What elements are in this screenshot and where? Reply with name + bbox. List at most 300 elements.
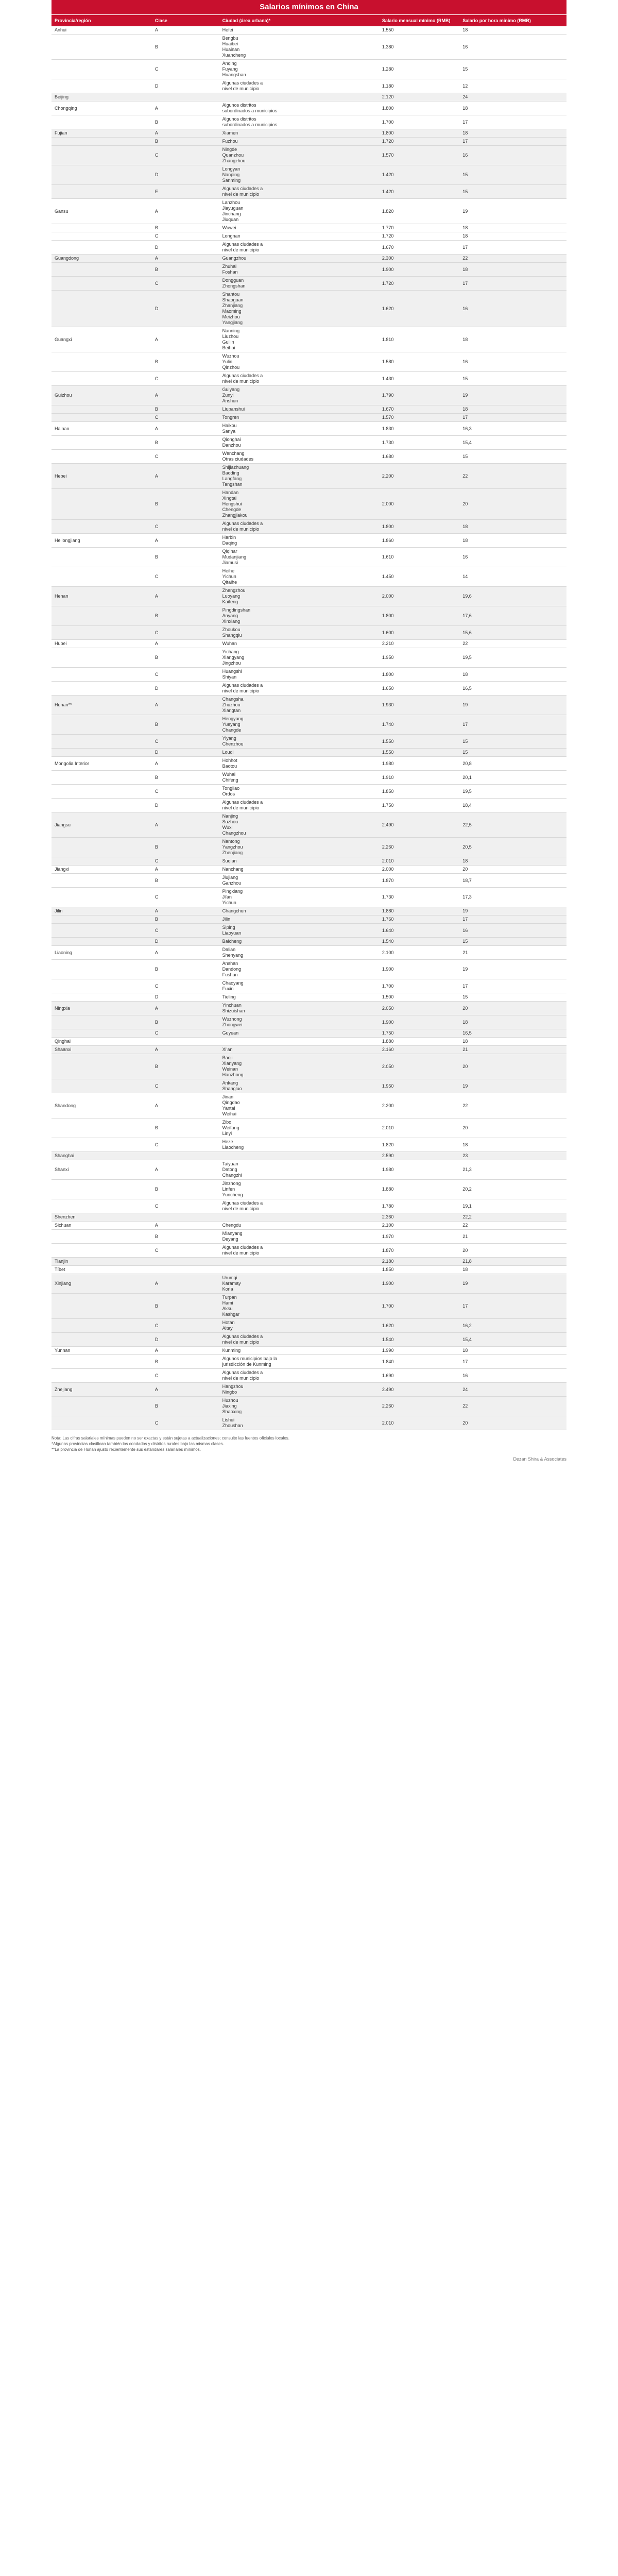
cell-hourly: 18	[459, 1266, 566, 1274]
table-row	[52, 1397, 566, 1416]
table-row	[52, 165, 566, 185]
cell-city: Algunas ciudades a nivel de municipio	[219, 185, 379, 199]
cell-city: Loudi	[219, 749, 379, 757]
cell-hourly: 19	[459, 960, 566, 979]
cell-city: Algunas ciudades a nivel de municipio	[219, 372, 379, 386]
cell-class: C	[152, 60, 219, 79]
cell-class: A	[152, 101, 219, 115]
header-hourly: Salario por hora mínimo (RMB)	[459, 15, 566, 27]
cell-province	[52, 352, 152, 372]
cell-monthly: 1.800	[379, 668, 459, 682]
table-row	[52, 199, 566, 224]
cell-class: C	[152, 520, 219, 534]
footnote: *Algunas provincias clasifican también los condados y distritos rurales bajo las mismas clases.	[52, 1442, 224, 1446]
cell-city: Qiqihar Mudanjiang Jiamusi	[219, 548, 379, 567]
cell-class: A	[152, 696, 219, 715]
cell-province	[52, 979, 152, 993]
cell-class: B	[152, 352, 219, 372]
table-row	[52, 129, 566, 138]
cell-class: B	[152, 1294, 219, 1319]
cell-city	[219, 1038, 379, 1046]
cell-city: Fuzhou	[219, 138, 379, 146]
cell-hourly: 16,2	[459, 1319, 566, 1333]
cell-city: Turpan Hami Aksu Kashgar	[219, 1294, 379, 1319]
table-row	[52, 946, 566, 960]
table-row	[52, 866, 566, 874]
table-row	[52, 1244, 566, 1258]
cell-monthly: 2.200	[379, 464, 459, 489]
table-row	[52, 1319, 566, 1333]
cell-province: Tianjin	[52, 1258, 152, 1266]
table-row	[52, 838, 566, 857]
cell-class: A	[152, 199, 219, 224]
table-row	[52, 626, 566, 640]
cell-city: Algunas ciudades a nivel de municipio	[219, 1199, 379, 1213]
cell-city: Algunas ciudades a nivel de municipio	[219, 682, 379, 696]
cell-city: Algunas ciudades a nivel de municipio	[219, 799, 379, 812]
table-row	[52, 224, 566, 232]
cell-city: Zhuhai Foshan	[219, 263, 379, 277]
cell-monthly: 1.720	[379, 232, 459, 241]
footnote: Nota: Las cifras salariales mínimas pueden no ser exactas y están sujetas a actualizaciones; consulte las fuentes oficiales locales.	[52, 1436, 290, 1440]
cell-class: B	[152, 1397, 219, 1416]
cell-hourly: 18,4	[459, 799, 566, 812]
cell-city: Wuzhong Zhongwei	[219, 1015, 379, 1029]
cell-city: Wuhan	[219, 640, 379, 648]
table-row	[52, 1213, 566, 1222]
cell-hourly: 17	[459, 115, 566, 129]
cell-province	[52, 165, 152, 185]
cell-province: Zhejiang	[52, 1383, 152, 1397]
cell-province	[52, 372, 152, 386]
header-monthly: Salario mensual mínimo (RMB)	[379, 15, 459, 27]
table-row	[52, 1029, 566, 1038]
cell-hourly: 16	[459, 352, 566, 372]
table-row	[52, 1266, 566, 1274]
cell-hourly: 15	[459, 735, 566, 749]
cell-province	[52, 567, 152, 587]
cell-class: B	[152, 1118, 219, 1138]
cell-class: C	[152, 1199, 219, 1213]
cell-monthly: 1.450	[379, 567, 459, 587]
table-title: Salarios mínimos en China	[52, 0, 566, 14]
header-city: Ciudad (área urbana)*	[219, 15, 379, 27]
cell-monthly: 1.570	[379, 414, 459, 422]
table-row	[52, 1222, 566, 1230]
cell-monthly: 1.810	[379, 327, 459, 352]
cell-hourly: 22	[459, 1397, 566, 1416]
cell-hourly: 15	[459, 60, 566, 79]
cell-class: D	[152, 938, 219, 946]
cell-province: Gansu	[52, 199, 152, 224]
cell-hourly: 15	[459, 372, 566, 386]
table-row	[52, 606, 566, 626]
footnotes	[52, 1430, 566, 1454]
cell-city: Wenchang Otras ciudades	[219, 450, 379, 464]
cell-hourly: 20	[459, 1244, 566, 1258]
cell-hourly: 19	[459, 1274, 566, 1294]
cell-city: Liupanshui	[219, 405, 379, 414]
cell-hourly: 18,7	[459, 874, 566, 888]
cell-class: A	[152, 26, 219, 35]
cell-city: Nanning Liuzhou Guilin Beihai	[219, 327, 379, 352]
cell-city: Guangzhou	[219, 255, 379, 263]
cell-monthly: 1.970	[379, 1230, 459, 1244]
cell-monthly: 1.990	[379, 1347, 459, 1355]
cell-monthly: 1.900	[379, 263, 459, 277]
cell-class: B	[152, 1355, 219, 1369]
cell-hourly: 16	[459, 35, 566, 60]
cell-monthly: 1.700	[379, 1294, 459, 1319]
cell-hourly: 19	[459, 907, 566, 916]
cell-hourly: 20	[459, 1118, 566, 1138]
cell-hourly: 18	[459, 26, 566, 35]
cell-class: C	[152, 1369, 219, 1383]
cell-city: Yichang Xiangyang Jingzhou	[219, 648, 379, 668]
table-row	[52, 1160, 566, 1180]
cell-class: A	[152, 422, 219, 436]
table-row	[52, 874, 566, 888]
cell-city: Zhengzhou Luoyang Kaifeng	[219, 587, 379, 606]
cell-hourly: 20,5	[459, 838, 566, 857]
table-row	[52, 799, 566, 812]
cell-hourly: 20	[459, 1002, 566, 1015]
cell-monthly: 2.490	[379, 812, 459, 838]
table-row	[52, 1118, 566, 1138]
cell-hourly: 23	[459, 1152, 566, 1160]
cell-province: Shaanxi	[52, 1046, 152, 1054]
cell-monthly: 1.670	[379, 405, 459, 414]
cell-hourly: 19,1	[459, 1199, 566, 1213]
cell-class: A	[152, 386, 219, 405]
table-row	[52, 138, 566, 146]
cell-monthly: 1.830	[379, 422, 459, 436]
cell-hourly: 17	[459, 1294, 566, 1319]
cell-class: B	[152, 548, 219, 567]
cell-hourly: 15	[459, 749, 566, 757]
cell-monthly: 1.670	[379, 241, 459, 255]
cell-province: Beijing	[52, 93, 152, 101]
cell-monthly: 2.360	[379, 1213, 459, 1222]
cell-hourly: 17	[459, 916, 566, 924]
cell-class: D	[152, 682, 219, 696]
table-row	[52, 1383, 566, 1397]
cell-province	[52, 115, 152, 129]
table-row	[52, 1002, 566, 1015]
cell-city: Hotan Altay	[219, 1319, 379, 1333]
cell-province	[52, 1118, 152, 1138]
cell-hourly: 18	[459, 1347, 566, 1355]
cell-hourly: 16,5	[459, 1029, 566, 1038]
cell-city: Wuzhou Yulin Qinzhou	[219, 352, 379, 372]
table-header-row	[52, 15, 566, 27]
cell-hourly: 24	[459, 93, 566, 101]
cell-hourly: 18	[459, 224, 566, 232]
cell-class: C	[152, 1079, 219, 1093]
cell-hourly: 15	[459, 993, 566, 1002]
cell-city: Guiyang Zunyi Anshun	[219, 386, 379, 405]
cell-hourly: 19	[459, 696, 566, 715]
cell-monthly: 2.300	[379, 255, 459, 263]
cell-monthly: 1.950	[379, 1079, 459, 1093]
table-row	[52, 422, 566, 436]
cell-city: Hefei	[219, 26, 379, 35]
cell-province: Jiangsu	[52, 812, 152, 838]
cell-hourly: 18	[459, 263, 566, 277]
cell-monthly: 1.570	[379, 146, 459, 165]
cell-province: Hunan**	[52, 696, 152, 715]
cell-city	[219, 93, 379, 101]
table-row	[52, 907, 566, 916]
table-row	[52, 414, 566, 422]
cell-city: Kunming	[219, 1347, 379, 1355]
cell-monthly: 2.000	[379, 489, 459, 520]
cell-monthly: 1.880	[379, 1180, 459, 1199]
cell-class	[152, 1213, 219, 1222]
table-row	[52, 785, 566, 799]
cell-province: Xinjiang	[52, 1274, 152, 1294]
cell-class: A	[152, 757, 219, 771]
cell-class: C	[152, 414, 219, 422]
cell-hourly: 22,2	[459, 1213, 566, 1222]
cell-class: B	[152, 1015, 219, 1029]
cell-city: Nantong Yangzhou Zhenjiang	[219, 838, 379, 857]
cell-city: Nanjing Suzhou Wuxi Changzhou	[219, 812, 379, 838]
cell-province	[52, 938, 152, 946]
cell-province: Sichuan	[52, 1222, 152, 1230]
cell-hourly: 21	[459, 1230, 566, 1244]
table-row	[52, 60, 566, 79]
cell-monthly: 1.850	[379, 785, 459, 799]
cell-monthly: 1.650	[379, 682, 459, 696]
cell-city: Tieling	[219, 993, 379, 1002]
cell-province	[52, 224, 152, 232]
cell-city: Hengyang Yueyang Changde	[219, 715, 379, 735]
cell-monthly: 1.180	[379, 79, 459, 93]
table-row	[52, 1152, 566, 1160]
cell-class: C	[152, 735, 219, 749]
table-row	[52, 146, 566, 165]
cell-monthly: 1.730	[379, 436, 459, 450]
cell-province	[52, 960, 152, 979]
cell-province	[52, 1079, 152, 1093]
brand-credit: Dezan Shira & Associates	[513, 1456, 566, 1462]
cell-province: Mongolia Interior	[52, 757, 152, 771]
cell-class: B	[152, 405, 219, 414]
cell-monthly: 1.800	[379, 606, 459, 626]
cell-class: B	[152, 224, 219, 232]
cell-hourly: 21	[459, 946, 566, 960]
cell-hourly: 22	[459, 464, 566, 489]
cell-monthly: 1.680	[379, 450, 459, 464]
cell-city: Zibo Weifang Linyi	[219, 1118, 379, 1138]
cell-hourly: 20	[459, 866, 566, 874]
cell-monthly: 1.820	[379, 199, 459, 224]
cell-class: A	[152, 1347, 219, 1355]
cell-province	[52, 548, 152, 567]
cell-city: Hohhot Baotou	[219, 757, 379, 771]
cell-hourly: 18	[459, 668, 566, 682]
cell-province: Hubei	[52, 640, 152, 648]
cell-city: Algunos distritos subordinados a municipios	[219, 115, 379, 129]
cell-province	[52, 232, 152, 241]
cell-hourly: 17	[459, 414, 566, 422]
table-row	[52, 1294, 566, 1319]
cell-monthly: 2.010	[379, 857, 459, 866]
cell-class: B	[152, 960, 219, 979]
cell-city: Yiyang Chenzhou	[219, 735, 379, 749]
cell-province	[52, 838, 152, 857]
table-row	[52, 857, 566, 866]
table-row	[52, 79, 566, 93]
cell-class	[152, 1152, 219, 1160]
table-row	[52, 93, 566, 101]
cell-province	[52, 436, 152, 450]
cell-monthly: 1.880	[379, 907, 459, 916]
cell-class: B	[152, 489, 219, 520]
cell-hourly: 22	[459, 1093, 566, 1118]
table-row	[52, 386, 566, 405]
cell-class: D	[152, 799, 219, 812]
cell-monthly: 1.620	[379, 291, 459, 327]
table-row	[52, 436, 566, 450]
cell-province	[52, 785, 152, 799]
table-row	[52, 812, 566, 838]
header-province: Provincia/región	[52, 15, 152, 27]
cell-province	[52, 682, 152, 696]
table-row	[52, 101, 566, 115]
cell-hourly: 21,3	[459, 1160, 566, 1180]
cell-hourly: 15	[459, 938, 566, 946]
cell-city: Longnan	[219, 232, 379, 241]
cell-monthly: 1.800	[379, 101, 459, 115]
table-row	[52, 185, 566, 199]
table-row	[52, 735, 566, 749]
cell-class: C	[152, 146, 219, 165]
cell-city: Taiyuan Datong Changzhi	[219, 1160, 379, 1180]
cell-class	[152, 1266, 219, 1274]
cell-hourly: 22,5	[459, 812, 566, 838]
cell-class: D	[152, 291, 219, 327]
cell-monthly: 1.900	[379, 960, 459, 979]
cell-class: C	[152, 924, 219, 938]
cell-hourly: 21,8	[459, 1258, 566, 1266]
cell-class: A	[152, 866, 219, 874]
cell-hourly: 19	[459, 1079, 566, 1093]
cell-city: Algunos municipios bajo la jurisdicción de Kunming	[219, 1355, 379, 1369]
cell-province	[52, 291, 152, 327]
cell-class: A	[152, 907, 219, 916]
cell-city: Pingdingshan Anyang Xinxiang	[219, 606, 379, 626]
cell-class: C	[152, 277, 219, 291]
cell-province: Jilin	[52, 907, 152, 916]
cell-monthly: 2.050	[379, 1002, 459, 1015]
cell-province: Ningxia	[52, 1002, 152, 1015]
table-row	[52, 749, 566, 757]
table-row	[52, 405, 566, 414]
cell-monthly: 1.620	[379, 1319, 459, 1333]
cell-monthly: 1.840	[379, 1355, 459, 1369]
cell-monthly: 2.010	[379, 1416, 459, 1430]
cell-class: B	[152, 916, 219, 924]
cell-city: Qionghai Danzhou	[219, 436, 379, 450]
table-row	[52, 1355, 566, 1369]
cell-province	[52, 185, 152, 199]
cell-hourly: 15	[459, 185, 566, 199]
table-row	[52, 255, 566, 263]
cell-province	[52, 924, 152, 938]
cell-city: Jinan Qingdao Yantai Weihai	[219, 1093, 379, 1118]
cell-province	[52, 489, 152, 520]
cell-city: Changsha Zhuzhou Xiangtan	[219, 696, 379, 715]
cell-province	[52, 1230, 152, 1244]
cell-monthly: 2.000	[379, 866, 459, 874]
cell-monthly: 1.550	[379, 749, 459, 757]
cell-city: Handan Xingtai Hengshui Chengde Zhangjiakou	[219, 489, 379, 520]
cell-province: Jiangxi	[52, 866, 152, 874]
table-row	[52, 489, 566, 520]
cell-province	[52, 520, 152, 534]
cell-monthly: 1.780	[379, 1199, 459, 1213]
cell-province	[52, 668, 152, 682]
cell-province: Fujian	[52, 129, 152, 138]
cell-monthly: 2.260	[379, 1397, 459, 1416]
table-row	[52, 916, 566, 924]
cell-province	[52, 799, 152, 812]
cell-monthly: 1.730	[379, 888, 459, 907]
cell-city: Lanzhou Jiayuguan Jinchang Jiuquan	[219, 199, 379, 224]
cell-monthly: 1.550	[379, 735, 459, 749]
cell-province	[52, 1199, 152, 1213]
cell-province	[52, 874, 152, 888]
cell-monthly: 1.380	[379, 35, 459, 60]
cell-province	[52, 857, 152, 866]
header-class: Clase	[152, 15, 219, 27]
cell-city: Heihe Yichun Qitaihe	[219, 567, 379, 587]
cell-province	[52, 1015, 152, 1029]
cell-monthly: 1.880	[379, 1038, 459, 1046]
cell-hourly: 16	[459, 548, 566, 567]
cell-province	[52, 1029, 152, 1038]
cell-city: Chaoyang Fuxin	[219, 979, 379, 993]
table-row	[52, 979, 566, 993]
cell-class: A	[152, 1002, 219, 1015]
cell-province: Guizhou	[52, 386, 152, 405]
cell-monthly: 1.540	[379, 938, 459, 946]
cell-city: Pingxiang Ji'an Yichun	[219, 888, 379, 907]
cell-city: Nanchang	[219, 866, 379, 874]
cell-hourly: 20	[459, 1416, 566, 1430]
table-row	[52, 352, 566, 372]
cell-class: C	[152, 888, 219, 907]
cell-class: B	[152, 263, 219, 277]
table-row	[52, 1138, 566, 1152]
cell-monthly: 1.600	[379, 626, 459, 640]
table-row	[52, 668, 566, 682]
cell-city: Shantou Shaoguan Zhanjiang Maoming Meizhou Yangjiang	[219, 291, 379, 327]
cell-province: Guangdong	[52, 255, 152, 263]
cell-hourly: 12	[459, 79, 566, 93]
cell-hourly: 15,4	[459, 1333, 566, 1347]
cell-province: Hainan	[52, 422, 152, 436]
cell-province: Shandong	[52, 1093, 152, 1118]
cell-hourly: 18	[459, 520, 566, 534]
table-row	[52, 232, 566, 241]
cell-class: C	[152, 1029, 219, 1038]
cell-city: Heze Liaocheng	[219, 1138, 379, 1152]
cell-hourly: 19	[459, 199, 566, 224]
cell-province: Shenzhen	[52, 1213, 152, 1222]
